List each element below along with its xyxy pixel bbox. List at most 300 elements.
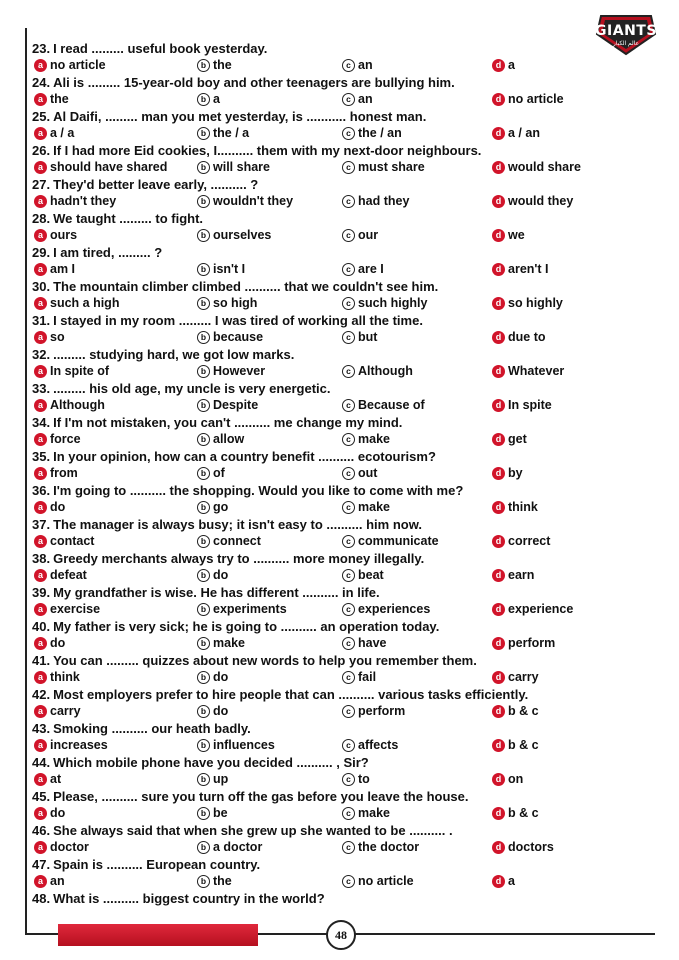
option-label: increases [50, 738, 108, 752]
option-label: a / a [50, 126, 75, 140]
question-text: ......... studying hard, we got low marks. [53, 347, 295, 362]
option-label: carry [50, 704, 81, 718]
option-label: beat [358, 568, 384, 582]
option-a[interactable] [34, 431, 81, 448]
option-b[interactable] [197, 125, 249, 142]
option-label: out [358, 466, 378, 480]
option-label: from [50, 466, 78, 480]
option-letter-icon: a [34, 229, 47, 242]
question-text: Spain is .......... European country. [53, 857, 261, 872]
option-letter-icon: d [492, 569, 505, 582]
option-letter-icon: b [197, 807, 210, 820]
option-label: would they [508, 194, 574, 208]
option-a[interactable] [34, 499, 65, 516]
option-letter-icon: d [492, 535, 505, 548]
option-letter-icon: c [342, 297, 355, 310]
option-letter-icon: b [197, 59, 210, 72]
option-b[interactable] [197, 431, 244, 448]
question-text: You can ......... quizzes about new words to help you remember them. [53, 653, 477, 668]
option-letter-icon: b [197, 399, 210, 412]
option-a[interactable] [34, 397, 105, 414]
option-letter-icon: b [197, 841, 210, 854]
option-label: do [50, 500, 66, 514]
option-d[interactable] [492, 465, 523, 482]
option-letter-icon: c [342, 127, 355, 140]
option-letter-icon: b [197, 93, 210, 106]
option-label: an [358, 58, 373, 72]
option-letter-icon: b [197, 637, 210, 650]
option-label: In spite of [50, 364, 110, 378]
option-b[interactable] [197, 329, 263, 346]
option-d[interactable] [492, 873, 515, 890]
option-letter-icon: a [34, 467, 47, 480]
option-c[interactable] [342, 397, 425, 414]
option-label: up [213, 772, 229, 786]
option-b[interactable] [197, 57, 232, 74]
option-d[interactable] [492, 805, 539, 822]
option-letter-icon: d [492, 773, 505, 786]
option-b[interactable] [197, 669, 228, 686]
option-label: experiences [358, 602, 431, 616]
option-letter-icon: c [342, 841, 355, 854]
option-letter-icon: c [342, 195, 355, 208]
option-letter-icon: b [197, 603, 210, 616]
option-label: doctor [50, 840, 89, 854]
question-line [32, 822, 592, 839]
option-letter-icon: a [34, 263, 47, 276]
option-letter-icon: d [492, 365, 505, 378]
option-b[interactable] [197, 159, 270, 176]
option-a[interactable] [34, 91, 69, 108]
option-letter-icon: b [197, 297, 210, 310]
option-b[interactable] [197, 465, 225, 482]
option-label: make [358, 432, 390, 446]
option-a[interactable] [34, 873, 65, 890]
option-a[interactable] [34, 329, 65, 346]
option-c[interactable] [342, 805, 390, 822]
option-a[interactable] [34, 193, 116, 210]
option-letter-icon: a [34, 705, 47, 718]
option-label: allow [213, 432, 245, 446]
options-row [32, 567, 592, 584]
question-number: 47. [32, 857, 51, 872]
option-label: In spite [508, 398, 552, 412]
option-b[interactable] [197, 771, 228, 788]
option-label: the doctor [358, 840, 420, 854]
option-label: Although [50, 398, 105, 412]
option-d[interactable] [492, 499, 538, 516]
option-c[interactable] [342, 295, 427, 312]
option-label: think [508, 500, 538, 514]
option-b[interactable] [197, 703, 228, 720]
option-d[interactable] [492, 669, 539, 686]
option-letter-icon: b [197, 739, 210, 752]
question-line [32, 856, 592, 873]
option-letter-icon: b [197, 705, 210, 718]
page-number: 48 [326, 920, 356, 950]
option-b[interactable] [197, 805, 228, 822]
question-text: The manager is always busy; it isn't easy to .......... him now. [53, 517, 422, 532]
option-a[interactable] [34, 805, 65, 822]
option-label: had they [358, 194, 410, 208]
option-c[interactable] [342, 567, 384, 584]
options-row [32, 363, 592, 380]
options-row [32, 533, 592, 550]
option-letter-icon: c [342, 433, 355, 446]
question-number: 36. [32, 483, 51, 498]
option-label: must share [358, 160, 425, 174]
option-label: perform [358, 704, 406, 718]
option-label: make [213, 636, 245, 650]
option-d[interactable] [492, 125, 540, 142]
option-letter-icon: c [342, 365, 355, 378]
option-letter-icon: b [197, 501, 210, 514]
option-b[interactable] [197, 635, 245, 652]
option-d[interactable] [492, 363, 564, 380]
question-line [32, 788, 592, 805]
option-letter-icon: b [197, 535, 210, 548]
option-c[interactable] [342, 193, 409, 210]
question-text: I am tired, ......... ? [53, 245, 163, 260]
option-c[interactable] [342, 533, 439, 550]
option-label: defeat [50, 568, 87, 582]
option-label: go [213, 500, 229, 514]
question-text: Which mobile phone have you decided .......... , Sir? [53, 755, 369, 770]
option-letter-icon: d [492, 229, 505, 242]
options-row [32, 669, 592, 686]
option-letter-icon: a [34, 569, 47, 582]
option-label: due to [508, 330, 546, 344]
option-letter-icon: a [34, 195, 47, 208]
option-letter-icon: a [34, 637, 47, 650]
option-label: be [213, 806, 228, 820]
option-label: the / a [213, 126, 250, 140]
option-letter-icon: a [34, 773, 47, 786]
option-label: the [50, 92, 69, 106]
option-c[interactable] [342, 363, 413, 380]
option-c[interactable] [342, 465, 377, 482]
option-letter-icon: c [342, 263, 355, 276]
option-b[interactable] [197, 873, 232, 890]
question-line [32, 890, 592, 907]
question-text: We taught ......... to fight. [53, 211, 204, 226]
question-text: If I had more Eid cookies, I.......... them with my next-door neighbours. [53, 143, 482, 158]
question-line [32, 482, 592, 499]
option-label: ours [50, 228, 78, 242]
option-b[interactable] [197, 397, 258, 414]
question-line [32, 74, 592, 91]
option-letter-icon: d [492, 433, 505, 446]
option-label: Although [358, 364, 413, 378]
option-c[interactable] [342, 669, 376, 686]
option-letter-icon: d [492, 93, 505, 106]
option-letter-icon: d [492, 603, 505, 616]
option-letter-icon: d [492, 637, 505, 650]
option-a[interactable] [34, 465, 78, 482]
option-a[interactable] [34, 839, 89, 856]
question-text: The mountain climber climbed .......... that we couldn't see him. [53, 279, 439, 294]
option-d[interactable] [492, 159, 581, 176]
option-label: a doctor [213, 840, 263, 854]
option-letter-icon: b [197, 875, 210, 888]
option-label: a [508, 874, 515, 888]
question-text: My grandfather is wise. He has different .......... in life. [53, 585, 380, 600]
option-label: force [50, 432, 81, 446]
footer-red-bar [58, 924, 258, 946]
question-text: My father is very sick; he is going to .......... an operation today. [53, 619, 440, 634]
option-label: the / an [358, 126, 402, 140]
option-a[interactable] [34, 703, 81, 720]
question-number: 42. [32, 687, 51, 702]
question-line [32, 652, 592, 669]
option-label: perform [508, 636, 556, 650]
question-text: Al Daifi, ......... man you met yesterday, is ........... honest man. [53, 109, 427, 124]
question-line [32, 754, 592, 771]
option-letter-icon: a [34, 671, 47, 684]
option-d[interactable] [492, 737, 539, 754]
option-a[interactable] [34, 261, 75, 278]
option-label: connect [213, 534, 261, 548]
option-a[interactable] [34, 57, 106, 74]
option-a[interactable] [34, 737, 108, 754]
option-b[interactable] [197, 499, 228, 516]
option-letter-icon: a [34, 127, 47, 140]
option-a[interactable] [34, 601, 100, 618]
option-d[interactable] [492, 193, 573, 210]
option-label: our [358, 228, 379, 242]
option-c[interactable] [342, 601, 430, 618]
question-line [32, 584, 592, 601]
option-d[interactable] [492, 295, 563, 312]
options-row [32, 57, 592, 74]
option-label: do [50, 806, 66, 820]
option-b[interactable] [197, 737, 275, 754]
option-d[interactable] [492, 533, 550, 550]
option-letter-icon: d [492, 501, 505, 514]
option-letter-icon: d [492, 841, 505, 854]
option-a[interactable] [34, 295, 119, 312]
question-text: I'm going to .......... the shopping. Would you like to come with me? [53, 483, 464, 498]
option-label: on [508, 772, 524, 786]
option-b[interactable] [197, 363, 265, 380]
option-letter-icon: c [342, 59, 355, 72]
option-label: Because of [358, 398, 425, 412]
option-label: isn't I [213, 262, 246, 276]
option-letter-icon: a [34, 93, 47, 106]
question-line [32, 516, 592, 533]
option-c[interactable] [342, 635, 387, 652]
option-letter-icon: c [342, 535, 355, 548]
option-d[interactable] [492, 261, 549, 278]
question-number: 40. [32, 619, 51, 634]
option-label: Despite [213, 398, 259, 412]
option-c[interactable] [342, 737, 398, 754]
question-line [32, 346, 592, 363]
option-letter-icon: b [197, 569, 210, 582]
option-d[interactable] [492, 91, 564, 108]
option-d[interactable] [492, 601, 573, 618]
option-a[interactable] [34, 669, 80, 686]
option-label: the [213, 874, 232, 888]
option-label: am I [50, 262, 76, 276]
option-label: an [50, 874, 65, 888]
option-a[interactable] [34, 227, 77, 244]
question-number: 46. [32, 823, 51, 838]
option-letter-icon: a [34, 535, 47, 548]
option-d[interactable] [492, 635, 555, 652]
question-number: 31. [32, 313, 51, 328]
option-letter-icon: c [342, 161, 355, 174]
option-label: ourselves [213, 228, 272, 242]
option-c[interactable] [342, 499, 390, 516]
option-d[interactable] [492, 703, 539, 720]
option-c[interactable] [342, 431, 390, 448]
options-row [32, 873, 592, 890]
option-label: would share [508, 160, 581, 174]
option-letter-icon: a [34, 739, 47, 752]
option-label: doctors [508, 840, 554, 854]
question-line [32, 686, 592, 703]
option-label: exercise [50, 602, 101, 616]
option-c[interactable] [342, 261, 384, 278]
option-a[interactable] [34, 533, 94, 550]
option-c[interactable] [342, 227, 378, 244]
option-label: think [50, 670, 80, 684]
option-letter-icon: d [492, 807, 505, 820]
option-label: b & c [508, 806, 539, 820]
option-b[interactable] [197, 601, 287, 618]
options-row [32, 295, 592, 312]
options-row [32, 91, 592, 108]
option-c[interactable] [342, 159, 425, 176]
question-line [32, 210, 592, 227]
option-letter-icon: d [492, 297, 505, 310]
option-d[interactable] [492, 567, 534, 584]
option-b[interactable] [197, 295, 257, 312]
option-a[interactable] [34, 567, 87, 584]
option-letter-icon: c [342, 501, 355, 514]
option-label: wouldn't they [213, 194, 294, 208]
logo-subtext: عالم الكبار [612, 41, 640, 47]
option-label: of [213, 466, 225, 480]
option-letter-icon: a [34, 875, 47, 888]
option-d[interactable] [492, 771, 523, 788]
option-c[interactable] [342, 839, 419, 856]
options-row [32, 397, 592, 414]
option-d[interactable] [492, 397, 552, 414]
question-line [32, 312, 592, 329]
option-letter-icon: b [197, 331, 210, 344]
option-c[interactable] [342, 873, 414, 890]
giants-logo [595, 12, 657, 56]
option-label: a [508, 58, 515, 72]
option-letter-icon: c [342, 467, 355, 480]
option-a[interactable] [34, 635, 65, 652]
question-line [32, 244, 592, 261]
option-label: at [50, 772, 62, 786]
option-label: Whatever [508, 364, 565, 378]
option-d[interactable] [492, 57, 515, 74]
option-d[interactable] [492, 431, 527, 448]
question-number: 25. [32, 109, 51, 124]
option-a[interactable] [34, 125, 74, 142]
options-row [32, 601, 592, 618]
option-letter-icon: c [342, 603, 355, 616]
option-b[interactable] [197, 533, 261, 550]
option-label: contact [50, 534, 95, 548]
option-letter-icon: b [197, 365, 210, 378]
option-label: no article [358, 874, 414, 888]
option-label: do [50, 636, 66, 650]
option-b[interactable] [197, 227, 271, 244]
options-row [32, 771, 592, 788]
option-c[interactable] [342, 771, 370, 788]
question-text: I stayed in my room ......... I was tired of working all the time. [53, 313, 423, 328]
option-letter-icon: c [342, 569, 355, 582]
question-number: 26. [32, 143, 51, 158]
question-number: 34. [32, 415, 51, 430]
option-letter-icon: d [492, 331, 505, 344]
question-number: 38. [32, 551, 51, 566]
options-row [32, 737, 592, 754]
option-label: so high [213, 296, 258, 310]
option-b[interactable] [197, 839, 262, 856]
option-label: do [213, 704, 229, 718]
options-row [32, 193, 592, 210]
option-c[interactable] [342, 57, 373, 74]
options-row [32, 125, 592, 142]
option-c[interactable] [342, 91, 373, 108]
option-label: so highly [508, 296, 563, 310]
option-c[interactable] [342, 703, 405, 720]
option-letter-icon: b [197, 229, 210, 242]
option-label: are I [358, 262, 384, 276]
option-a[interactable] [34, 159, 167, 176]
options-row [32, 703, 592, 720]
question-text: ......... his old age, my uncle is very energetic. [53, 381, 331, 396]
question-number: 23. [32, 41, 51, 56]
question-text: Most employers prefer to hire people that can .......... various tasks efficiently. [53, 687, 529, 702]
question-number: 41. [32, 653, 51, 668]
option-c[interactable] [342, 329, 377, 346]
option-letter-icon: c [342, 807, 355, 820]
option-a[interactable] [34, 363, 109, 380]
question-line [32, 142, 592, 159]
option-a[interactable] [34, 771, 61, 788]
option-b[interactable] [197, 261, 245, 278]
option-b[interactable] [197, 193, 293, 210]
option-letter-icon: c [342, 671, 355, 684]
option-letter-icon: c [342, 331, 355, 344]
options-row [32, 227, 592, 244]
option-letter-icon: d [492, 671, 505, 684]
option-label: fail [358, 670, 377, 684]
question-line [32, 40, 592, 57]
option-b[interactable] [197, 567, 228, 584]
option-b[interactable] [197, 91, 220, 108]
question-number: 30. [32, 279, 51, 294]
option-d[interactable] [492, 839, 554, 856]
option-c[interactable] [342, 125, 402, 142]
option-d[interactable] [492, 329, 546, 346]
question-number: 37. [32, 517, 51, 532]
option-d[interactable] [492, 227, 525, 244]
question-text: Ali is ......... 15-year-old boy and other teenagers are bullying him. [53, 75, 455, 90]
option-label: to [358, 772, 370, 786]
option-label: hadn't they [50, 194, 117, 208]
option-label: an [358, 92, 373, 106]
option-letter-icon: b [197, 195, 210, 208]
